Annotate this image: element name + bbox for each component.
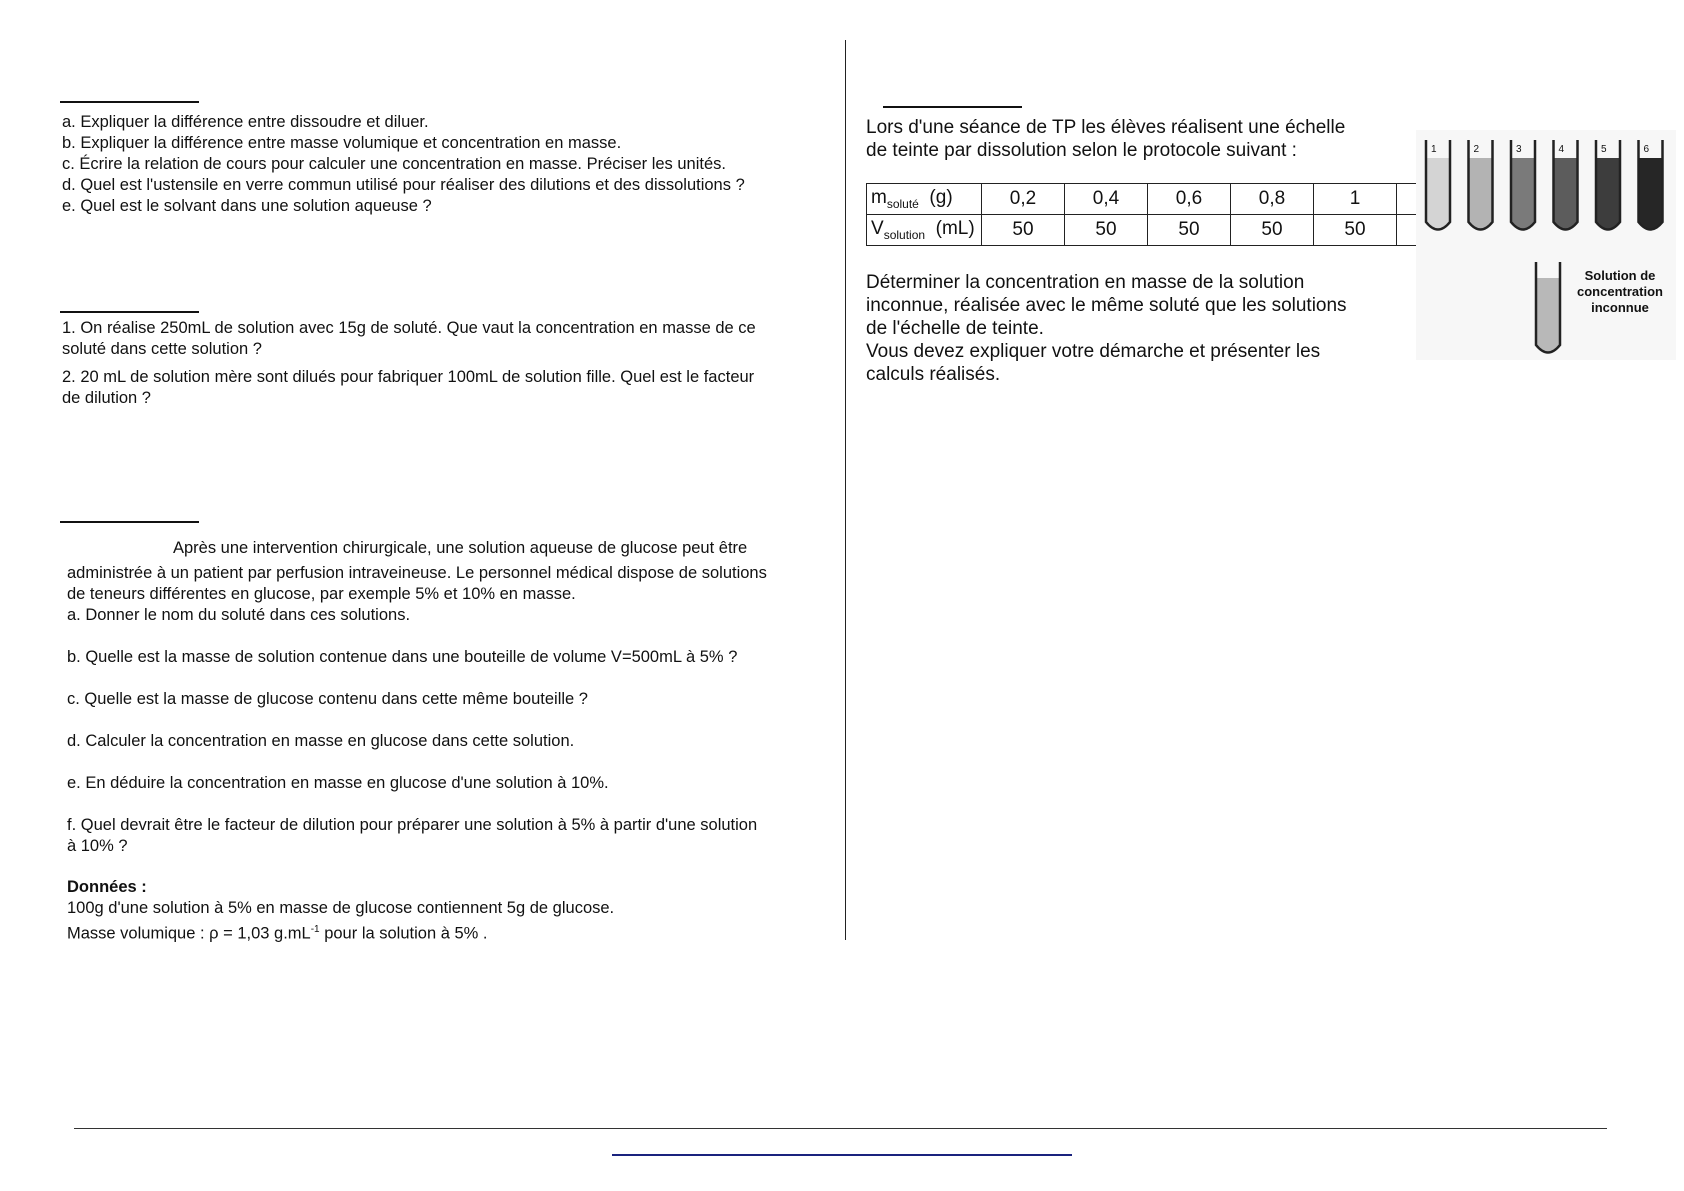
exercise1-question-c: c. Écrire la relation de cours pour calculer une concentration en masse. Préciser les unités.: [62, 155, 726, 173]
protocol-table: [866, 183, 1480, 246]
table-cell-mass: 0,2: [982, 184, 1065, 215]
tube-number-3: 3: [1516, 144, 1522, 155]
exercise1-question-d: d. Quel est l'ustensile en verre commun utilisé pour réaliser des dilutions et des dissolutions ?: [62, 176, 745, 194]
exercise4-question-line3: de l'échelle de teinte.: [866, 318, 1044, 339]
exercise3-question-e: e. En déduire la concentration en masse en glucose d'une solution à 10%.: [67, 774, 609, 792]
unknown-label-line2: concentration: [1577, 284, 1663, 299]
tube-number-2: 2: [1473, 144, 1480, 155]
unknown-label-line1: Solution de: [1584, 268, 1656, 283]
table-cell-mass: 0,8: [1231, 184, 1314, 215]
table-cell-volume: 50: [1148, 215, 1231, 246]
exercise3-question-d: d. Calculer la concentration en masse en glucose dans cette solution.: [67, 732, 575, 750]
exercise3-question-f-line2: à 10% ?: [67, 837, 128, 855]
tube-liquid-1: [1426, 158, 1450, 230]
table-row-mass: [867, 184, 1480, 215]
footer-rule: [74, 1128, 1607, 1129]
exercise3-question-b: b. Quelle est la masse de solution contenue dans une bouteille de volume V=500mL à 5% ?: [67, 648, 738, 666]
exercise4-intro-line2: de teinte par dissolution selon le protocole suivant :: [866, 140, 1297, 161]
donnee2-suffix: pour la solution à 5% .: [319, 924, 488, 943]
tube-liquid-5: [1596, 158, 1620, 230]
tube-liquid-6: [1639, 158, 1663, 230]
color-scale-figure: [1416, 130, 1676, 360]
exercise4-title-rule: [883, 106, 1022, 108]
column-divider: [845, 40, 846, 940]
exercise3-intro-line2: administrée à un patient par perfusion intraveineuse. Le personnel médical dispose de solutions: [67, 564, 767, 582]
table-header-mass: $m_{soluté}$ (g): [867, 184, 982, 215]
exercise4-intro-line1: Lors d'une séance de TP les élèves réalisent une échelle: [866, 117, 1346, 138]
tube-number-4: 4: [1558, 144, 1565, 155]
unknown-tube-liquid: [1536, 278, 1560, 353]
exercise2-question1-line1: 1. On réalise 250mL de solution avec 15g de soluté. Que vaut la concentration en masse de ce: [62, 319, 756, 337]
tube-liquid-3: [1511, 158, 1535, 230]
exercise1-title-rule: [60, 101, 199, 103]
exercise4-question-line5: calculs réalisés.: [866, 364, 1001, 385]
exercise4-question-line2: inconnue, réalisée avec le même soluté que les solutions: [866, 295, 1347, 316]
tube-liquid-2: [1469, 158, 1493, 230]
tube-number-1: 1: [1431, 144, 1437, 155]
exercise4-question-line4: Vous devez expliquer votre démarche et présenter les: [866, 341, 1321, 362]
footer-link-underline[interactable]: [612, 1154, 1072, 1156]
table-row-volume: [867, 215, 1480, 246]
table-cell-volume: 50: [1065, 215, 1148, 246]
table-header-volume: $V_{solution}$ (mL): [867, 215, 982, 246]
exercise2-question2-line1: 2. 20 mL de solution mère sont dilués pour fabriquer 100mL de solution fille. Quel est le facteur: [62, 368, 755, 386]
exercise4-question-line1: Déterminer la concentration en masse de la solution: [866, 272, 1305, 293]
exercise2-title-rule: [60, 311, 199, 313]
table-cell-mass: 0,6: [1148, 184, 1231, 215]
exercise3-question-a: a. Donner le nom du soluté dans ces solutions.: [67, 606, 411, 624]
exercise1-question-e: e. Quel est le solvant dans une solution aqueuse ?: [62, 197, 432, 215]
exercise1-question-a: a. Expliquer la différence entre dissoudre et diluer.: [62, 113, 429, 131]
exercise3-intro-line3: de teneurs différentes en glucose, par exemple 5% et 10% en masse.: [67, 585, 576, 603]
exercise2-question2-line2: de dilution ?: [62, 389, 151, 407]
table-cell-mass: 1: [1314, 184, 1397, 215]
exercise3-title-rule: [60, 521, 199, 523]
table-cell-volume: 50: [982, 215, 1065, 246]
unknown-solution-label: [1560, 268, 1680, 316]
table-cell-volume: 50: [1314, 215, 1397, 246]
table-cell-mass: 0,4: [1065, 184, 1148, 215]
donnee2-exponent: -1: [310, 924, 320, 935]
exercise2-question1-line2: soluté dans cette solution ?: [62, 340, 262, 358]
exercise3-donnees-title: Données :: [67, 878, 147, 896]
exercise3-question-f-line1: f. Quel devrait être le facteur de dilution pour préparer une solution à 5% à partir d'une solution: [67, 816, 758, 834]
donnee2-prefix: Masse volumique : ρ = 1,03 g.mL: [67, 924, 311, 943]
table-cell-volume: 50: [1231, 215, 1314, 246]
tube-number-5: 5: [1601, 144, 1607, 155]
tube-number-6: 6: [1643, 144, 1650, 155]
exercise3-intro-line1: Après une intervention chirurgicale, une solution aqueuse de glucose peut être: [173, 539, 748, 557]
exercise3-donnee-2: [67, 919, 487, 945]
exercise3-question-c: c. Quelle est la masse de glucose contenu dans cette même bouteille ?: [67, 690, 588, 708]
exercise1-question-b: b. Expliquer la différence entre masse volumique et concentration en masse.: [62, 134, 622, 152]
tube-liquid-4: [1554, 158, 1578, 230]
unknown-label-line3: inconnue: [1591, 300, 1649, 315]
exercise3-donnee-1: 100g d'une solution à 5% en masse de glucose contiennent 5g de glucose.: [67, 899, 615, 917]
